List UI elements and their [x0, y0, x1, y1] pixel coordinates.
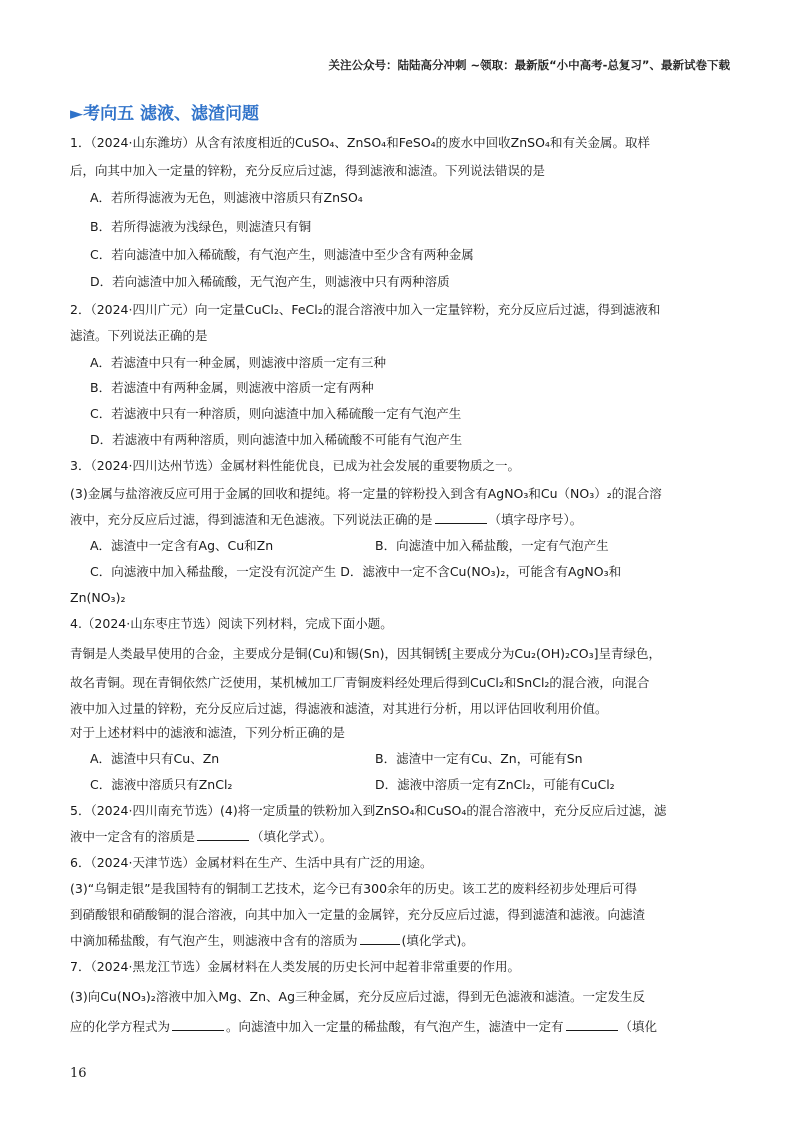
question-3-option-d-cont: Zn(NO₃)₂: [70, 590, 126, 605]
question-7-stem-line-1: 7．（2024·黑龙江节选）金属材料在人类发展的历史长河中起着非常重要的作用。: [70, 959, 520, 974]
question-1-option-b: B．若所得滤液为浅绿色，则滤渣只有铜: [90, 219, 312, 234]
question-2-stem-line-1: 2．（2024·四川广元）向一定量CuCl₂、FeCl₂的混合溶液中加入一定量锌粉，充分反应后过滤，得到滤液和: [70, 302, 661, 317]
question-3-stem-line-2: (3)金属与盐溶液反应可用于金属的回收和提纯。将一定量的锌粉投入到含有AgNO₃和Cu（NO₃）₂的混合溶: [70, 486, 662, 501]
question-1-stem-line-1: 1．（2024·山东潍坊）从含有浓度相近的CuSO₄、ZnSO₄和FeSO₄的废水中回收ZnSO₄和有关金属。取样: [70, 135, 650, 150]
question-6-stem-line-4: [70, 931, 474, 951]
page-number: 16: [70, 1066, 87, 1081]
question-3-stem-line-3: [70, 510, 582, 530]
question-6-stem-line-2: (3)“乌铜走银”是我国特有的铜制工艺技术，迄今已有300余年的历史。该工艺的废料经初步处理后可得: [70, 881, 638, 896]
question-3-option-a: A．滤渣中一定含有Ag、Cu和Zn: [90, 538, 274, 553]
question-4-option-b: B．滤渣中一定有Cu、Zn，可能有Sn: [375, 751, 583, 766]
question-6-stem-text: 中滴加稀盐酸，有气泡产生，则滤液中含有的溶质为: [70, 933, 358, 948]
question-1-option-d: D．若向滤渣中加入稀硫酸，无气泡产生，则滤液中只有两种溶质: [90, 274, 450, 289]
question-1-option-c: C．若向滤渣中加入稀硫酸，有气泡产生，则滤渣中至少含有两种金属: [90, 247, 474, 262]
answer-blank[interactable]: [172, 1018, 224, 1031]
question-5-stem-line-2: [70, 827, 332, 847]
question-2-stem-line-2: 滤渣。下列说法正确的是: [70, 328, 208, 343]
question-1-option-a: A．若所得滤液为无色，则滤液中溶质只有ZnSO₄: [90, 190, 363, 205]
question-3-stem-line-1: 3．（2024·四川达州节选）金属材料性能优良，已成为社会发展的重要物质之一。: [70, 458, 520, 473]
question-6-stem-line-3: 到硝酸银和硝酸铜的混合溶液，向其中加入一定量的金属锌，充分反应后过滤，得到滤渣和滤液。向滤渣: [70, 907, 646, 922]
question-4-stem-line-1: 4.（2024·山东枣庄节选）阅读下列材料，完成下面小题。: [70, 616, 393, 631]
answer-blank[interactable]: [197, 828, 249, 841]
question-4-option-a: A．滤渣中只有Cu、Zn: [90, 751, 220, 766]
question-1-stem-line-2: 后，向其中加入一定量的锌粉，充分反应后过滤，得到滤液和滤渣。下列说法错误的是: [70, 163, 546, 178]
question-7-stem-line-2: (3)向Cu(NO₃)₂溶液中加入Mg、Zn、Ag三种金属，充分反应后过滤，得到无色滤液和滤渣。一定发生反: [70, 989, 646, 1004]
question-6-stem-suffix: (填化学式)。: [401, 933, 474, 948]
question-4-material-line-2: 故名青铜。现在青铜依然广泛使用，某机械加工厂青铜废料经处理后得到CuCl₂和SnCl₂的混合液，向混合: [70, 675, 650, 690]
question-6-stem-line-1: 6．（2024·天津节选）金属材料在生产、生活中具有广泛的用途。: [70, 855, 433, 870]
question-4-prompt: 对于上述材料中的滤液和滤渣，下列分析正确的是: [70, 725, 346, 740]
question-2-option-d: D．若滤液中有两种溶质，则向滤渣中加入稀硫酸不可能有气泡产生: [90, 432, 463, 447]
answer-blank[interactable]: [435, 511, 487, 524]
question-5-stem-line-1: 5．（2024·四川南充节选）(4)将一定质量的铁粉加入到ZnSO₄和CuSO₄的混合溶液中，充分反应后过滤，滤: [70, 803, 667, 818]
question-3-option-b: B．向滤渣中加入稀盐酸，一定有气泡产生: [375, 538, 609, 553]
question-4-material-line-1: 青铜是人类最早使用的合金，主要成分是铜(Cu)和锡(Sn)，因其铜锈[主要成分为Cu₂(OH)₂CO₃]呈青绿色，: [70, 646, 662, 661]
question-7-stem-line-3: [70, 1017, 657, 1037]
question-3-stem-text: 液中，充分反应后过滤，得到滤渣和无色滤液。下列说法正确的是: [70, 512, 433, 527]
question-7-stem-text: 应的化学方程式为: [70, 1019, 171, 1034]
question-7-stem-middle: 。向滤渣中加入一定量的稀盐酸，有气泡产生，滤渣中一定有: [226, 1019, 564, 1034]
question-7-stem-suffix: （填化: [619, 1019, 658, 1034]
question-4-material-line-3: 液中加入过量的锌粉，充分反应后过滤，得滤液和滤渣，对其进行分析，用以评估回收利用价值。: [70, 701, 608, 716]
answer-blank[interactable]: [360, 932, 400, 945]
question-2-option-c: C．若滤液中只有一种溶质，则向滤渣中加入稀硫酸一定有气泡产生: [90, 406, 462, 421]
section-title: ►考向五 滤液、滤渣问题: [70, 104, 259, 124]
question-3-stem-suffix: （填字母序号）。: [488, 512, 583, 527]
page-header: 关注公众号：陆陆高分冲刺 ~领取：最新版“小中高考-总复习”、最新试卷下载: [328, 58, 730, 72]
question-4-option-d: D．滤液中溶质一定有ZnCl₂，可能有CuCl₂: [375, 777, 615, 792]
question-5-stem-text: 液中一定含有的溶质是: [70, 829, 196, 844]
question-2-option-b: B．若滤渣中有两种金属，则滤液中溶质一定有两种: [90, 380, 374, 395]
question-3-option-c-d: C．向滤液中加入稀盐酸，一定没有沉淀产生 D．滤液中一定不含Cu(NO₃)₂，可能含有AgNO₃和: [90, 564, 622, 579]
answer-blank[interactable]: [566, 1018, 618, 1031]
question-5-stem-suffix: （填化学式）。: [251, 829, 333, 844]
question-2-option-a: A．若滤渣中只有一种金属，则滤液中溶质一定有三种: [90, 355, 387, 370]
question-4-option-c: C．滤液中溶质只有ZnCl₂: [90, 777, 233, 792]
